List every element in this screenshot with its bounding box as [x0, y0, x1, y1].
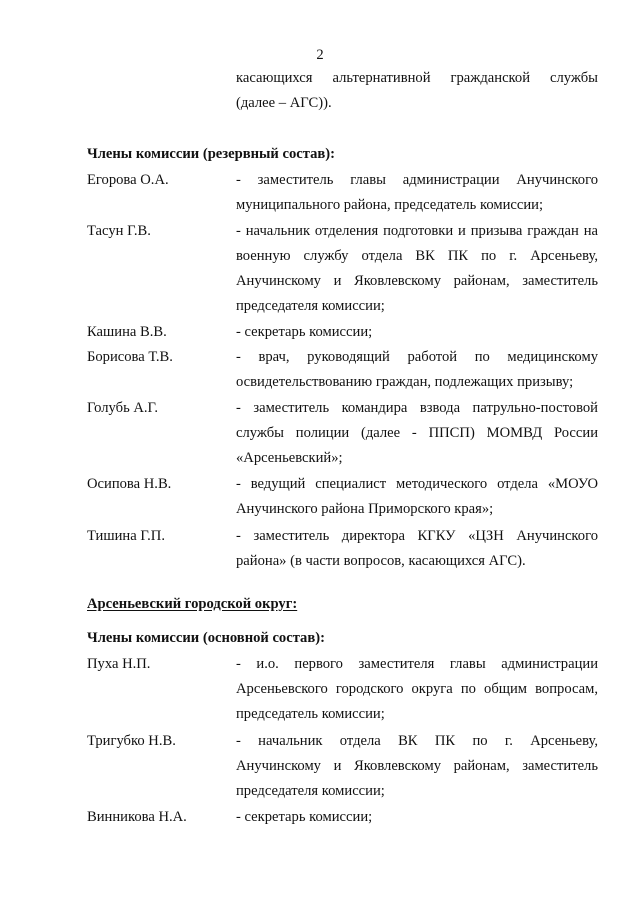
page-number: 2 [316, 47, 324, 63]
member-name: Тригубко Н.В. [87, 733, 176, 749]
intro-line: (далее – АГС)). [236, 95, 332, 111]
member-name: Борисова Т.В. [87, 349, 173, 365]
member-name: Винникова Н.А. [87, 809, 187, 825]
member-name: Егорова О.А. [87, 172, 169, 188]
member-role-line: - начальник отделения подготовки и призыва граждан на [236, 223, 598, 239]
section-heading-main: Члены комиссии (основной состав): [87, 630, 325, 646]
member-role-line: Анучинскому и Яковлевскому районам, заместитель [236, 273, 598, 289]
member-role-line: Арсеньевского городского округа по общим вопросам, [236, 681, 598, 697]
member-role-line: - заместитель командира взвода патрульно-постовой [236, 400, 598, 416]
member-role-line: - секретарь комиссии; [236, 809, 373, 825]
member-name: Тишина Г.П. [87, 528, 165, 544]
member-role-line: Анучинского района Приморского края»; [236, 501, 494, 517]
member-role-line: - заместитель директора КГКУ «ЦЗН Анучинского [236, 528, 598, 544]
member-role-line: - начальник отдела ВК ПК по г. Арсеньеву, [236, 733, 598, 749]
member-role-line: муниципального района, председатель комиссии; [236, 197, 544, 213]
member-role-line: председатель комиссии; [236, 706, 385, 722]
member-role-line: района» (в части вопросов, касающихся АГС). [236, 553, 526, 569]
member-role-line: службы полиции (далее - ППСП) МОМВД России [236, 425, 598, 441]
district-heading: Арсеньевский городской округ: [87, 596, 298, 612]
member-role-line: военную службу отдела ВК ПК по г. Арсеньеву, [236, 248, 598, 264]
member-name: Осипова Н.В. [87, 476, 172, 492]
member-role-line: «Арсеньевский»; [236, 450, 343, 466]
member-role-line: освидетельствованию граждан, подлежащих призыву; [236, 374, 574, 390]
member-role-line: председателя комиссии; [236, 298, 385, 314]
member-role-line: - врач, руководящий работой по медицинскому [236, 349, 598, 365]
member-name: Пуха Н.П. [87, 656, 151, 672]
member-name: Тасун Г.В. [87, 223, 151, 239]
member-role-line: Анучинскому и Яковлевскому районам, заместитель [236, 758, 598, 774]
member-role-line: - ведущий специалист методического отдела «МОУО [236, 476, 598, 492]
member-name: Голубь А.Г. [87, 400, 159, 416]
section-heading-reserve: Члены комиссии (резервный состав): [87, 146, 335, 162]
member-name: Кашина В.В. [87, 324, 167, 340]
member-role-line: - секретарь комиссии; [236, 324, 373, 340]
member-role-line: председателя комиссии; [236, 783, 385, 799]
member-role-line: - и.о. первого заместителя главы администрации [236, 656, 598, 672]
member-role-line: - заместитель главы администрации Анучинского [236, 172, 598, 188]
intro-line: касающихся альтернативной гражданской службы [236, 70, 598, 86]
